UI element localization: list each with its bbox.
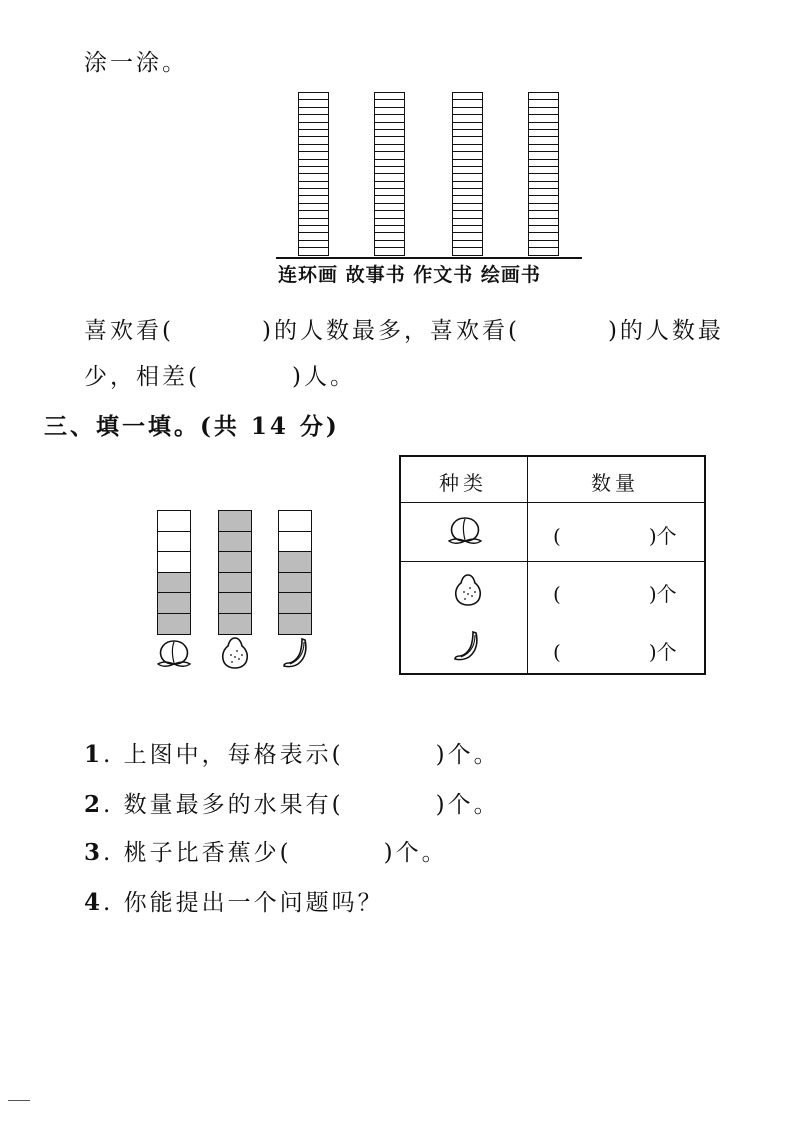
table-rule xyxy=(401,502,704,503)
section3-heading: 三、填一填。(共 14 分) xyxy=(44,413,340,440)
empty-cell xyxy=(279,511,311,532)
category-labels: 连环画 故事书 作文书 绘画书 xyxy=(278,264,541,286)
grid-cell[interactable] xyxy=(529,204,558,211)
grid-cell[interactable] xyxy=(299,189,328,196)
question-text: . 你能提出一个问题吗？ xyxy=(103,890,384,916)
grid-cell[interactable] xyxy=(529,248,558,255)
grid-cell[interactable] xyxy=(453,167,482,174)
grid-cell[interactable] xyxy=(453,145,482,152)
grid-cell[interactable] xyxy=(375,241,404,248)
grid-cell[interactable] xyxy=(529,137,558,144)
grid-cell[interactable] xyxy=(299,204,328,211)
q-text-5: )人。 xyxy=(291,364,356,390)
grid-cell[interactable] xyxy=(375,108,404,115)
grid-cell[interactable] xyxy=(299,196,328,203)
grid-cell[interactable] xyxy=(375,219,404,226)
grid-cell[interactable] xyxy=(299,130,328,137)
column-gushishu[interactable] xyxy=(374,92,405,256)
compare-question-line2 xyxy=(84,358,356,391)
bar-banana xyxy=(278,510,312,635)
shaded-cell xyxy=(279,593,311,614)
question-4 xyxy=(84,884,384,917)
column-lianhuanhua[interactable] xyxy=(298,92,329,256)
q-text-2: )的人数最多，喜欢看( xyxy=(261,318,520,344)
shaded-cell xyxy=(158,573,190,594)
grid-cell[interactable] xyxy=(375,182,404,189)
grid-cell[interactable] xyxy=(299,182,328,189)
grid-cell[interactable] xyxy=(375,100,404,107)
grid-cell[interactable] xyxy=(375,189,404,196)
shaded-cell xyxy=(219,532,251,553)
grid-cell[interactable] xyxy=(299,115,328,122)
grid-cell[interactable] xyxy=(529,241,558,248)
grid-cell[interactable] xyxy=(529,123,558,130)
grid-cell[interactable] xyxy=(375,204,404,211)
q-text-4: 少，相差( xyxy=(84,364,200,390)
grid-cell[interactable] xyxy=(529,115,558,122)
shaded-cell xyxy=(219,614,251,635)
question-3 xyxy=(84,834,448,867)
question-1 xyxy=(84,736,500,769)
grid-cell[interactable] xyxy=(453,196,482,203)
question-tail: )个。 xyxy=(435,742,500,768)
pear-icon xyxy=(218,635,252,671)
shaded-cell xyxy=(158,593,190,614)
banana-icon xyxy=(280,636,312,670)
grid-cell[interactable] xyxy=(529,108,558,115)
grid-cell[interactable] xyxy=(529,182,558,189)
grid-cell[interactable] xyxy=(375,248,404,255)
grid-cell[interactable] xyxy=(375,211,404,218)
question-text: . 上图中，每格表示( xyxy=(103,742,344,768)
pear-icon xyxy=(451,572,485,608)
grid-cell[interactable] xyxy=(529,174,558,181)
grid-cell[interactable] xyxy=(453,100,482,107)
paren-open: ( xyxy=(553,582,561,606)
fruit-count-table xyxy=(399,455,706,675)
grid-cell[interactable] xyxy=(529,189,558,196)
grid-cell[interactable] xyxy=(375,115,404,122)
grid-cell[interactable] xyxy=(299,219,328,226)
grid-cell[interactable] xyxy=(375,196,404,203)
grid-cell[interactable] xyxy=(375,174,404,181)
paren-open: ( xyxy=(553,524,561,548)
grid-cell[interactable] xyxy=(299,93,328,100)
grid-cell[interactable] xyxy=(453,93,482,100)
grid-cell[interactable] xyxy=(453,160,482,167)
grid-cell[interactable] xyxy=(375,145,404,152)
peach-icon xyxy=(154,637,194,671)
table-divider xyxy=(527,457,528,673)
grid-cell[interactable] xyxy=(299,160,328,167)
grid-cell[interactable] xyxy=(375,226,404,233)
grid-cell[interactable] xyxy=(529,100,558,107)
table-rule xyxy=(401,561,704,562)
grid-cell[interactable] xyxy=(299,211,328,218)
shaded-cell xyxy=(219,511,251,532)
question-2 xyxy=(84,786,500,819)
grid-cell[interactable] xyxy=(453,137,482,144)
question-text: . 数量最多的水果有( xyxy=(103,792,344,818)
column-zuowenshu[interactable] xyxy=(452,92,483,256)
chart-baseline xyxy=(276,257,582,259)
grid-cell[interactable] xyxy=(453,174,482,181)
grid-cell[interactable] xyxy=(453,115,482,122)
grid-cell[interactable] xyxy=(529,196,558,203)
column-huihuashu[interactable] xyxy=(528,92,559,256)
bar-peach xyxy=(157,510,191,635)
grid-cell[interactable] xyxy=(299,145,328,152)
question-text: . 桃子比香蕉少( xyxy=(103,840,292,866)
empty-cell xyxy=(158,552,190,573)
grid-cell[interactable] xyxy=(529,160,558,167)
grid-cell[interactable] xyxy=(453,226,482,233)
grid-cell[interactable] xyxy=(453,189,482,196)
question-number: 4 xyxy=(84,889,104,916)
grid-cell[interactable] xyxy=(529,167,558,174)
grid-cell[interactable] xyxy=(453,123,482,130)
grid-cell[interactable] xyxy=(299,174,328,181)
grid-cell[interactable] xyxy=(299,233,328,240)
shaded-cell xyxy=(279,573,311,594)
grid-cell[interactable] xyxy=(375,160,404,167)
grid-cell[interactable] xyxy=(529,130,558,137)
grid-cell[interactable] xyxy=(453,130,482,137)
grid-cell[interactable] xyxy=(529,226,558,233)
grid-cell[interactable] xyxy=(375,123,404,130)
header-kind: 种类 xyxy=(439,471,487,495)
grid-cell[interactable] xyxy=(529,93,558,100)
question-number: 3 xyxy=(84,839,104,866)
question-tail: )个。 xyxy=(383,840,448,866)
grid-cell[interactable] xyxy=(375,167,404,174)
grid-cell[interactable] xyxy=(299,108,328,115)
grid-cell[interactable] xyxy=(453,219,482,226)
page-mark xyxy=(8,1100,30,1101)
header-count: 数量 xyxy=(591,471,639,495)
grid-cell[interactable] xyxy=(453,211,482,218)
grid-cell[interactable] xyxy=(299,167,328,174)
peach-icon xyxy=(445,514,485,548)
q-text-1: 喜欢看( xyxy=(84,318,174,344)
grid-cell[interactable] xyxy=(453,233,482,240)
banana-icon xyxy=(451,629,483,663)
count-row-pear xyxy=(553,578,677,607)
grid-cell[interactable] xyxy=(453,204,482,211)
grid-cell[interactable] xyxy=(299,226,328,233)
question-number: 1 xyxy=(84,741,104,768)
q-text-3: )的人数最 xyxy=(607,318,724,344)
grid-cell[interactable] xyxy=(375,152,404,159)
grid-cell[interactable] xyxy=(453,108,482,115)
grid-cell[interactable] xyxy=(529,219,558,226)
instruction-text: 涂一涂。 xyxy=(84,50,188,76)
paren-close: )个 xyxy=(648,582,677,606)
grid-cell[interactable] xyxy=(453,248,482,255)
grid-cell[interactable] xyxy=(299,152,328,159)
grid-cell[interactable] xyxy=(299,137,328,144)
question-tail: )个。 xyxy=(435,792,500,818)
empty-cell xyxy=(279,532,311,553)
shaded-cell xyxy=(279,552,311,573)
shaded-cell xyxy=(219,593,251,614)
empty-cell xyxy=(158,532,190,553)
count-row-peach xyxy=(553,520,677,549)
bar-pear xyxy=(218,510,252,635)
paren-open: ( xyxy=(553,640,561,664)
shaded-cell xyxy=(279,614,311,635)
grid-cell[interactable] xyxy=(529,233,558,240)
shaded-cell xyxy=(158,614,190,635)
shaded-cell xyxy=(219,573,251,594)
grid-cell[interactable] xyxy=(375,93,404,100)
grid-cell[interactable] xyxy=(375,130,404,137)
grid-cell[interactable] xyxy=(453,152,482,159)
grid-cell[interactable] xyxy=(299,241,328,248)
paren-close: )个 xyxy=(648,640,677,664)
grid-cell[interactable] xyxy=(375,233,404,240)
grid-cell[interactable] xyxy=(375,137,404,144)
empty-cell xyxy=(158,511,190,532)
grid-cell[interactable] xyxy=(299,123,328,130)
grid-cell[interactable] xyxy=(299,248,328,255)
compare-question-line1 xyxy=(84,312,724,345)
count-row-banana xyxy=(553,636,677,665)
grid-cell[interactable] xyxy=(529,211,558,218)
paren-close: )个 xyxy=(648,524,677,548)
grid-cell[interactable] xyxy=(453,241,482,248)
shaded-cell xyxy=(219,552,251,573)
grid-cell[interactable] xyxy=(529,145,558,152)
grid-cell[interactable] xyxy=(299,100,328,107)
grid-cell[interactable] xyxy=(529,152,558,159)
grid-cell[interactable] xyxy=(453,182,482,189)
book-bar-chart xyxy=(276,92,582,287)
question-number: 2 xyxy=(84,791,104,818)
